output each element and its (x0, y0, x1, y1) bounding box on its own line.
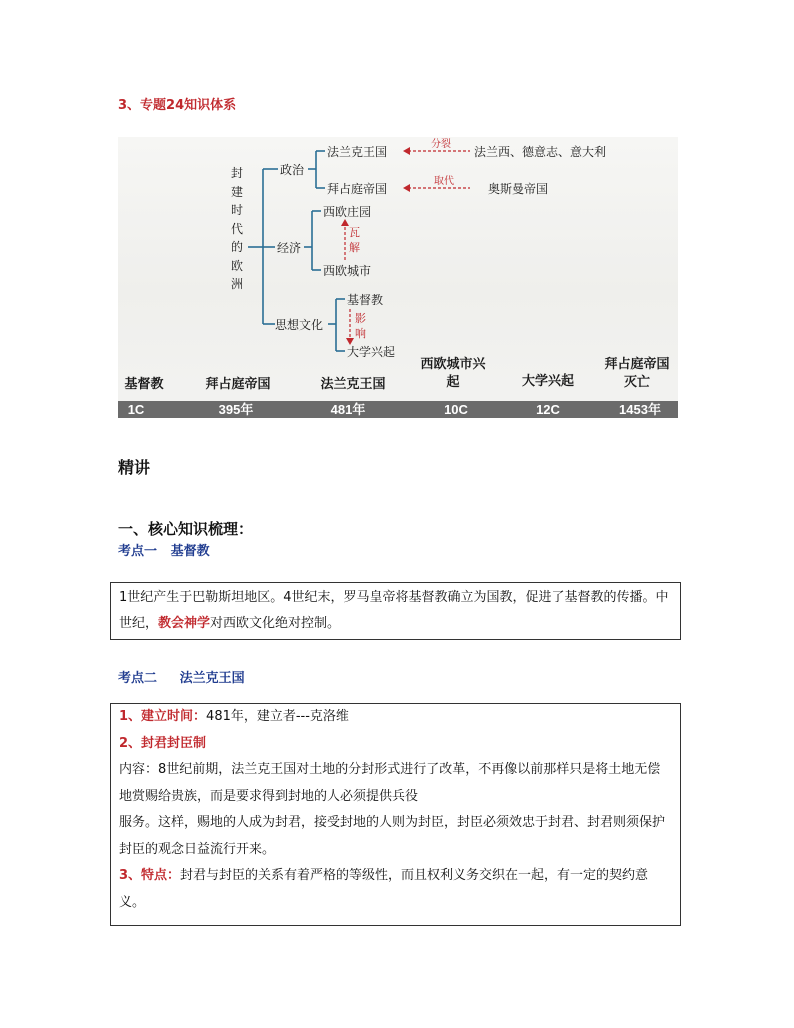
timeline-event: 拜占庭帝国 (205, 377, 271, 392)
section-heading-knowledge-system: 3、专题24知识体系 (118, 98, 237, 113)
kaodian-1-title: 考点一 基督教 (118, 544, 210, 559)
kaodian-2-title: 考点二 法兰克王国 (118, 671, 245, 686)
kaodian-2-item-2-label: 2、封君封臣制 (119, 735, 207, 751)
timeline-date: 1453年 (619, 402, 661, 417)
timeline-date: 10C (444, 402, 468, 417)
kaodian-2-item-3 (119, 863, 672, 916)
kaodian-1-box (110, 582, 681, 640)
timeline-date: 1C (127, 402, 145, 417)
kaodian-2-item-1 (119, 704, 672, 731)
timeline-date: 12C (536, 402, 560, 417)
timeline-event: 基督教 (124, 377, 164, 392)
timeline-event: 大学兴起 (521, 374, 574, 389)
section-title-core-knowledge: 一、核心知识梳理： (118, 520, 254, 538)
kaodian-2-item-2-text-a: 内容：8世纪前期，法兰克王国对土地的分封形式进行了改革，不再像以前那样只是将土地无偿地赏赐给贵族，而是要求得到封地的人必须提供兵役 (119, 762, 661, 804)
diagram-split-label: 分裂 (431, 139, 451, 150)
section-title-jingjiang: 精讲 (118, 458, 151, 477)
kaodian-1-text: 1世纪产生于巴勒斯坦地区。4世纪末，罗马皇帝将基督教确立为国教，促进了基督教的传播。中世纪， (119, 590, 669, 631)
diagram-culture: 思想文化 (275, 318, 324, 332)
diagram-root: 封建时代的欧洲 (230, 166, 243, 291)
diagram-split-result: 法兰西、德意志、意大利 (474, 145, 607, 159)
diagram-economy: 经济 (277, 241, 302, 255)
kaodian-2-item-2-text-b: 服务。这样，赐地的人成为封君，接受封地的人则为封臣，封臣必须效忠于封君、封君则须保护封臣的观念日益流行开来。 (119, 815, 666, 857)
item-text: 封君与封臣的关系有着严格的等级性，而且权利义务交织在一起，有一定的契约意义。 (119, 868, 649, 910)
kaodian-1-text-end: 对西欧文化绝对控制。 (210, 616, 341, 631)
diagram-ottoman-empire: 奥斯曼帝国 (488, 182, 549, 196)
timeline-event: 法兰克王国 (320, 377, 386, 392)
diagram-influence-label: 影响 (355, 312, 366, 340)
item-label: 3、特点： (119, 868, 181, 883)
timeline-event: 西欧城市兴起 (420, 357, 486, 390)
timeline-event: 拜占庭帝国灭亡 (604, 357, 670, 390)
diagram-christianity: 基督教 (347, 293, 384, 307)
diagram-city: 西欧城市 (323, 264, 372, 278)
diagram-byzantine-empire: 拜占庭帝国 (327, 182, 388, 196)
diagram-university: 大学兴起 (347, 345, 396, 359)
kaodian-2-box (110, 703, 681, 926)
diagram-manor: 西欧庄园 (323, 205, 372, 219)
timeline-date: 395年 (218, 402, 254, 417)
kaodian-1-highlight: 教会神学 (158, 616, 211, 631)
item-text: 481年，建立者---克洛维 (206, 709, 349, 724)
diagram-disintegrate-label: 瓦解 (349, 226, 360, 254)
diagram-frankish-kingdom: 法兰克王国 (327, 145, 388, 159)
knowledge-diagram (118, 137, 678, 418)
diagram-replace-label: 取代 (434, 176, 454, 187)
timeline-date: 481年 (330, 402, 366, 417)
diagram-politics: 政治 (280, 163, 305, 177)
item-label: 1、建立时间： (119, 709, 207, 724)
